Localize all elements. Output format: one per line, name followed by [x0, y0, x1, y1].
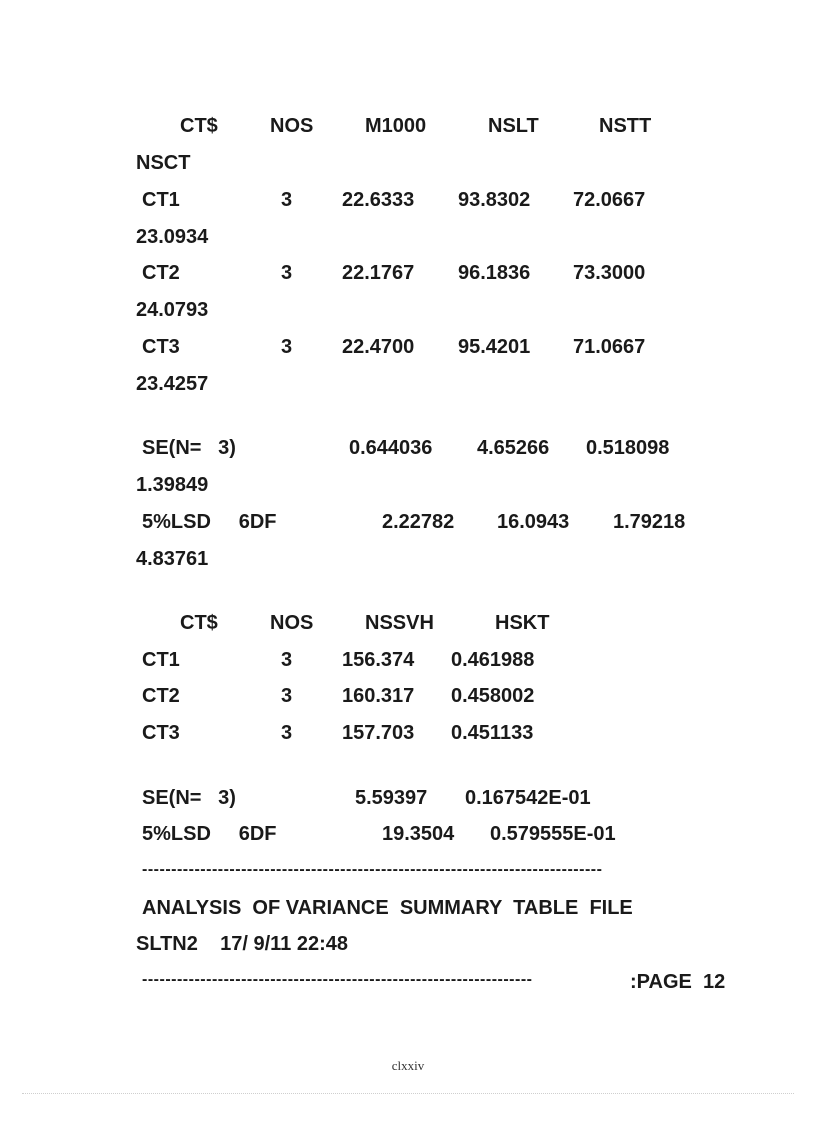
t2-lsd-nssvh: 19.3504 — [382, 823, 455, 845]
t2-row2-label: CT2 — [142, 685, 180, 707]
t2-row3-nssvh: 157.703 — [342, 722, 415, 744]
t2-row3-hskt: 0.451133 — [451, 722, 534, 744]
t1-lsd-nslt: 16.0943 — [497, 511, 570, 533]
t1-se-label: SE(N= 3) — [142, 437, 236, 459]
t2-lsd-label: 5%LSD 6DF — [142, 823, 277, 845]
t1-row2-nslt: 96.1836 — [458, 262, 531, 284]
separator-rule-top: ------------------------------------------------------------------------------- — [142, 861, 603, 878]
summary-title: ANALYSIS OF VARIANCE SUMMARY TABLE FILE — [142, 897, 633, 919]
t2-header-nssvh: NSSVH — [365, 612, 434, 634]
t2-row2-hskt: 0.458002 — [451, 685, 535, 707]
t1-header-nos: NOS — [270, 115, 314, 137]
t2-header-hskt: HSKT — [495, 612, 550, 634]
t2-row1-nos: 3 — [281, 649, 293, 671]
t2-header-nos: NOS — [270, 612, 314, 634]
t1-se-nstt: 0.518098 — [586, 437, 670, 459]
t1-header-nstt: NSTT — [599, 115, 652, 137]
footer-page-number: clxxiv — [391, 1058, 425, 1073]
t1-lsd-nsct: 4.83761 — [136, 548, 209, 570]
page-bottom-divider — [22, 1093, 794, 1094]
t1-row2-m1000: 22.1767 — [342, 262, 415, 284]
t1-header-nsct: NSCT — [136, 152, 191, 174]
t1-row2-nsct: 24.0793 — [136, 299, 209, 321]
t2-se-label: SE(N= 3) — [142, 787, 236, 809]
t1-lsd-nstt: 1.79218 — [613, 511, 686, 533]
t1-row1-nsct: 23.0934 — [136, 226, 209, 248]
t1-row1-nslt: 93.8302 — [458, 189, 531, 211]
t2-row2-nssvh: 160.317 — [342, 685, 415, 707]
t2-row1-hskt: 0.461988 — [451, 649, 535, 671]
t2-row2-nos: 3 — [281, 685, 293, 707]
t1-row2-nstt: 73.3000 — [573, 262, 646, 284]
t1-row1-nos: 3 — [281, 189, 293, 211]
t1-row3-nsct: 23.4257 — [136, 373, 209, 395]
t1-row2-label: CT2 — [142, 262, 180, 284]
t1-se-nsct: 1.39849 — [136, 474, 209, 496]
t1-row3-nslt: 95.4201 — [458, 336, 531, 358]
summary-file-line: SLTN2 17/ 9/11 22:48 — [136, 933, 348, 955]
t2-lsd-hskt: 0.579555E-01 — [490, 823, 616, 845]
t1-row3-nos: 3 — [281, 336, 293, 358]
page-label: :PAGE 12 — [630, 971, 726, 993]
t1-se-m1000: 0.644036 — [349, 437, 433, 459]
t1-row3-label: CT3 — [142, 336, 180, 358]
t1-row2-nos: 3 — [281, 262, 293, 284]
t1-header-m1000: M1000 — [365, 115, 427, 137]
separator-rule-bottom: ------------------------------------------------------------------- — [142, 971, 533, 988]
t1-row1-m1000: 22.6333 — [342, 189, 415, 211]
t2-header-ct: CT$ — [180, 612, 218, 634]
t1-row1-nstt: 72.0667 — [573, 189, 646, 211]
t1-se-nslt: 4.65266 — [477, 437, 550, 459]
t2-row3-nos: 3 — [281, 722, 293, 744]
t2-row1-label: CT1 — [142, 649, 180, 671]
t2-se-nssvh: 5.59397 — [355, 787, 428, 809]
t1-row3-m1000: 22.4700 — [342, 336, 415, 358]
t2-row3-label: CT3 — [142, 722, 180, 744]
t1-lsd-label: 5%LSD 6DF — [142, 511, 277, 533]
t1-lsd-m1000: 2.22782 — [382, 511, 455, 533]
t1-row1-label: CT1 — [142, 189, 180, 211]
t1-row3-nstt: 71.0667 — [573, 336, 646, 358]
t2-row1-nssvh: 156.374 — [342, 649, 415, 671]
t2-se-hskt: 0.167542E-01 — [465, 787, 591, 809]
t1-header-nslt: NSLT — [488, 115, 539, 137]
t1-header-ct: CT$ — [180, 115, 218, 137]
